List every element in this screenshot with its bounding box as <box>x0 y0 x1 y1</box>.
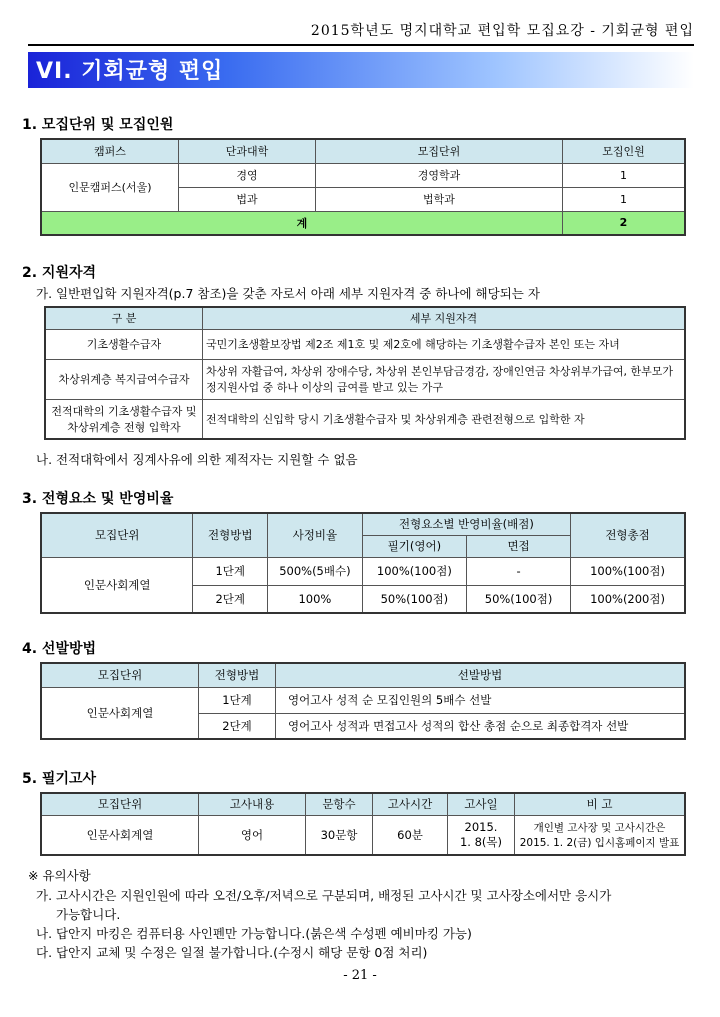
campus-cell: 인문캠퍼스(서울) <box>41 163 179 211</box>
cell: 법과 <box>179 187 316 211</box>
table-row <box>41 163 685 187</box>
exam-table <box>40 792 686 856</box>
total-row <box>41 211 685 235</box>
table-row <box>41 687 685 713</box>
cell: 50%(100점) <box>362 585 466 613</box>
cell: - <box>467 557 571 585</box>
col-group: 전형요소별 반영비율(배점) <box>362 513 570 535</box>
section-5-title: 5. 필기고사 <box>22 771 97 787</box>
section-1-title: 1. 모집단위 및 모집인원 <box>22 117 174 133</box>
eligibility-table <box>44 306 686 440</box>
col-campus: 캠퍼스 <box>41 139 179 163</box>
cell: 경영 <box>179 163 316 187</box>
exam-date-cell <box>448 815 515 855</box>
cell: 영어고사 성적 순 모집인원의 5배수 선발 <box>276 687 686 713</box>
table-row <box>45 399 685 439</box>
cell: 영어고사 성적과 면접고사 성적의 합산 총점 순으로 최종합격자 선발 <box>276 713 686 739</box>
col-time: 고사시간 <box>373 793 448 815</box>
cell: 1단계 <box>199 687 276 713</box>
table-row <box>41 557 685 585</box>
cell: 100%(100점) <box>571 557 685 585</box>
col-ratio: 사정비율 <box>268 513 363 557</box>
cell: 전적대학의 신입학 당시 기초생활수급자 및 차상위계층 관련전형으로 입학한 자 <box>203 399 686 439</box>
cell: 전적대학의 기초생활수급자 및 차상위계층 전형 입학자 <box>45 399 203 439</box>
remark-cell <box>515 815 686 855</box>
cell: 60분 <box>373 815 448 855</box>
cell: 경영학과 <box>316 163 563 187</box>
exam-date-line1: 2015. <box>464 819 498 834</box>
table-row <box>41 815 685 855</box>
cell: 2단계 <box>193 585 268 613</box>
col-method: 전형방법 <box>199 663 276 687</box>
exam-date-line2: 1. 8(목) <box>459 834 503 849</box>
col-written: 필기(영어) <box>362 535 466 557</box>
table-row <box>45 329 685 359</box>
cell: 인문사회계열 <box>41 815 199 855</box>
col-content: 고사내용 <box>199 793 306 815</box>
section-banner <box>28 52 694 88</box>
cell: 100% <box>268 585 363 613</box>
page-number: - 21 - <box>343 968 377 983</box>
cell: 1단계 <box>193 557 268 585</box>
col-unit: 모집단위 <box>41 793 199 815</box>
cell: 2단계 <box>199 713 276 739</box>
unit-cell: 인문사회계열 <box>41 557 193 613</box>
col-detail: 세부 지원자격 <box>203 307 686 329</box>
col-category: 구 분 <box>45 307 203 329</box>
col-unit: 모집단위 <box>41 663 199 687</box>
col-date: 고사일 <box>448 793 515 815</box>
total-value: 2 <box>563 211 686 235</box>
page-header-title: 2015학년도 명지대학교 편입학 모집요강 - 기회균형 편입 <box>310 23 694 39</box>
col-total: 전형총점 <box>571 513 685 557</box>
note-a: 가. 고사시간은 지원인원에 따라 오전/오후/저녁으로 구분되며, 배정된 고사시간 및 고사장소에서만 응시가 <box>36 888 612 903</box>
col-unit: 모집단위 <box>316 139 563 163</box>
note-a-cont: 가능합니다. <box>56 907 121 922</box>
remark-line1: 개인별 고사장 및 고사시간은 <box>533 821 666 834</box>
recruitment-table <box>40 138 686 236</box>
col-remark: 비 고 <box>515 793 686 815</box>
col-selection: 선발방법 <box>276 663 686 687</box>
selection-table <box>40 662 686 740</box>
col-unit: 모집단위 <box>41 513 193 557</box>
cell: 500%(5배수) <box>268 557 363 585</box>
cell: 50%(100점) <box>467 585 571 613</box>
col-method: 전형방법 <box>193 513 268 557</box>
cell: 30문항 <box>306 815 373 855</box>
cell: 국민기초생활보장법 제2조 제1호 및 제2호에 해당하는 기초생활수급자 본인 또는 자녀 <box>203 329 686 359</box>
cell: 100%(200점) <box>571 585 685 613</box>
note-b: 나. 답안지 마킹은 컴퓨터용 사인펜만 가능합니다.(붉은색 수성펜 예비마킹 가능) <box>36 926 472 941</box>
unit-cell: 인문사회계열 <box>41 687 199 739</box>
total-label: 계 <box>41 211 563 235</box>
cell: 1 <box>563 163 686 187</box>
col-count: 모집인원 <box>563 139 686 163</box>
cell: 차상위 자활급여, 차상위 장애수당, 차상위 본인부담금경감, 장애인연금 차상위부가급여, 한부모가정지원사업 중 하나 이상의 급여를 받고 있는 가구 <box>203 359 686 399</box>
cell: 1 <box>563 187 686 211</box>
ratio-table <box>40 512 686 614</box>
section-3-title: 3. 전형요소 및 반영비율 <box>22 491 174 507</box>
cell: 차상위계층 복지급여수급자 <box>45 359 203 399</box>
banner-title: VI. 기회균형 편입 <box>36 59 224 84</box>
section-2-title: 2. 지원자격 <box>22 265 97 281</box>
cell: 법학과 <box>316 187 563 211</box>
eligibility-intro: 가. 일반편입학 지원자격(p.7 참조)을 갖춘 자로서 아래 세부 지원자격 중 하나에 해당되는 자 <box>36 286 540 301</box>
cell: 기초생활수급자 <box>45 329 203 359</box>
table-row <box>45 359 685 399</box>
col-college: 단과대학 <box>179 139 316 163</box>
notes-title: ※ 유의사항 <box>28 868 91 883</box>
col-interview: 면접 <box>467 535 571 557</box>
eligibility-note: 나. 전적대학에서 징계사유에 의한 제적자는 지원할 수 없음 <box>36 452 358 467</box>
cell: 100%(100점) <box>362 557 466 585</box>
col-items: 문항수 <box>306 793 373 815</box>
remark-line2: 2015. 1. 2(금) 입시홈페이지 발표 <box>519 836 680 849</box>
cell: 영어 <box>199 815 306 855</box>
note-c: 다. 답안지 교체 및 수정은 일절 불가합니다.(수정시 해당 문항 0점 처리) <box>36 945 428 960</box>
section-4-title: 4. 선발방법 <box>22 641 97 657</box>
